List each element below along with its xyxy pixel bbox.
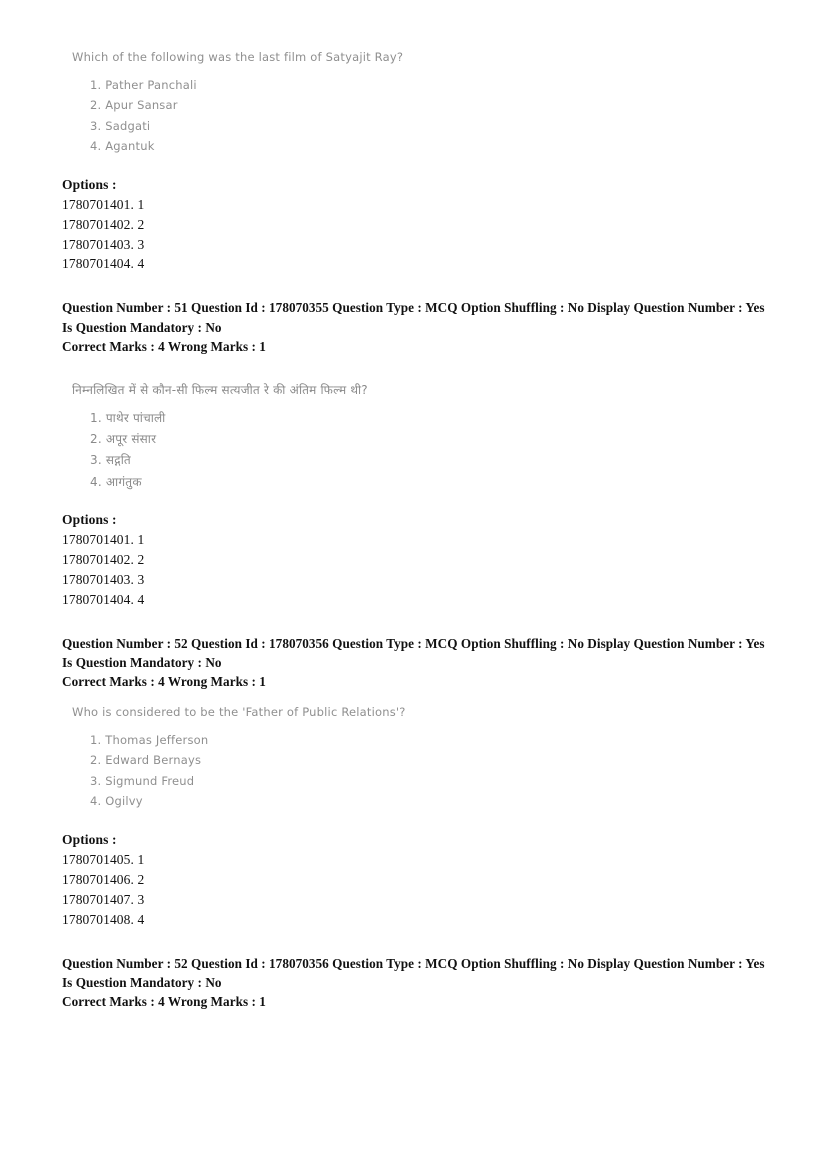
option-line: 1780701403. 3 (62, 236, 145, 252)
choice-item: 2. अपूर संसार (90, 432, 157, 447)
document-content (62, 50, 768, 1011)
choice-item: 2. Edward Bernays (90, 753, 202, 768)
option-line: 1780701404. 4 (62, 591, 145, 607)
meta-line: Question Number : 52 Question Id : 178070356 Question Type : MCQ Option Shuffling : No Display Question Number : Yes Is Question Mandatory : No (62, 955, 765, 990)
meta-line: Correct Marks : 4 Wrong Marks : 1 (62, 338, 266, 354)
meta-line: Correct Marks : 4 Wrong Marks : 1 (62, 993, 266, 1009)
question-stem: Who is considered to be the 'Father of Public Relations'? (72, 705, 406, 720)
choice-item: 1. Thomas Jefferson (90, 732, 209, 747)
choice-item: 1. Pather Panchali (90, 77, 197, 92)
spacer (62, 691, 768, 705)
choice-item: 4. आगंतुक (90, 474, 142, 489)
option-line: 1780701406. 2 (62, 871, 145, 887)
option-line: 1780701407. 3 (62, 891, 145, 907)
option-line: 1780701402. 2 (62, 216, 145, 232)
question-meta (62, 634, 768, 691)
meta-line: Question Number : 51 Question Id : 178070355 Question Type : MCQ Option Shuffling : No Display Question Number : Yes Is Question Mandatory : No (62, 300, 765, 335)
choice-list (72, 410, 768, 490)
meta-line: Question Number : 52 Question Id : 178070356 Question Type : MCQ Option Shuffling : No Display Question Number : Yes Is Question Mandatory : No (62, 635, 765, 670)
options-title: Options : (62, 831, 117, 847)
choice-item: 4. Ogilvy (90, 794, 143, 809)
option-line: 1780701402. 2 (62, 551, 145, 567)
question-meta (62, 954, 768, 1011)
question-block (72, 382, 768, 490)
option-line: 1780701401. 1 (62, 196, 145, 212)
options-title: Options : (62, 511, 117, 527)
option-line: 1780701404. 4 (62, 256, 145, 272)
option-line: 1780701401. 1 (62, 531, 145, 547)
options-title: Options : (62, 176, 117, 192)
choice-list (72, 733, 768, 810)
options-block (62, 177, 768, 275)
choice-item: 3. सद्गति (90, 453, 131, 468)
options-block (62, 512, 768, 610)
question-block (72, 705, 768, 810)
spacer (62, 356, 768, 382)
choice-item: 3. Sigmund Freud (90, 773, 195, 788)
options-block (62, 832, 768, 930)
option-line: 1780701405. 1 (62, 851, 145, 867)
option-line: 1780701403. 3 (62, 571, 145, 587)
question-meta (62, 298, 768, 355)
choice-item: 2. Apur Sansar (90, 98, 178, 113)
question-stem: Which of the following was the last film of Satyajit Ray? (72, 50, 404, 64)
choice-item: 4. Agantuk (90, 139, 155, 154)
question-stem: निम्नलिखित में से कौन-सी फिल्म सत्यजीत रे की अंतिम फिल्म थी? (72, 382, 368, 397)
choice-item: 3. Sadgati (90, 118, 151, 133)
choice-item: 1. पाथेर पांचाली (90, 411, 166, 426)
meta-line: Correct Marks : 4 Wrong Marks : 1 (62, 673, 266, 689)
question-block (72, 50, 768, 155)
choice-list (72, 78, 768, 155)
option-line: 1780701408. 4 (62, 911, 145, 927)
